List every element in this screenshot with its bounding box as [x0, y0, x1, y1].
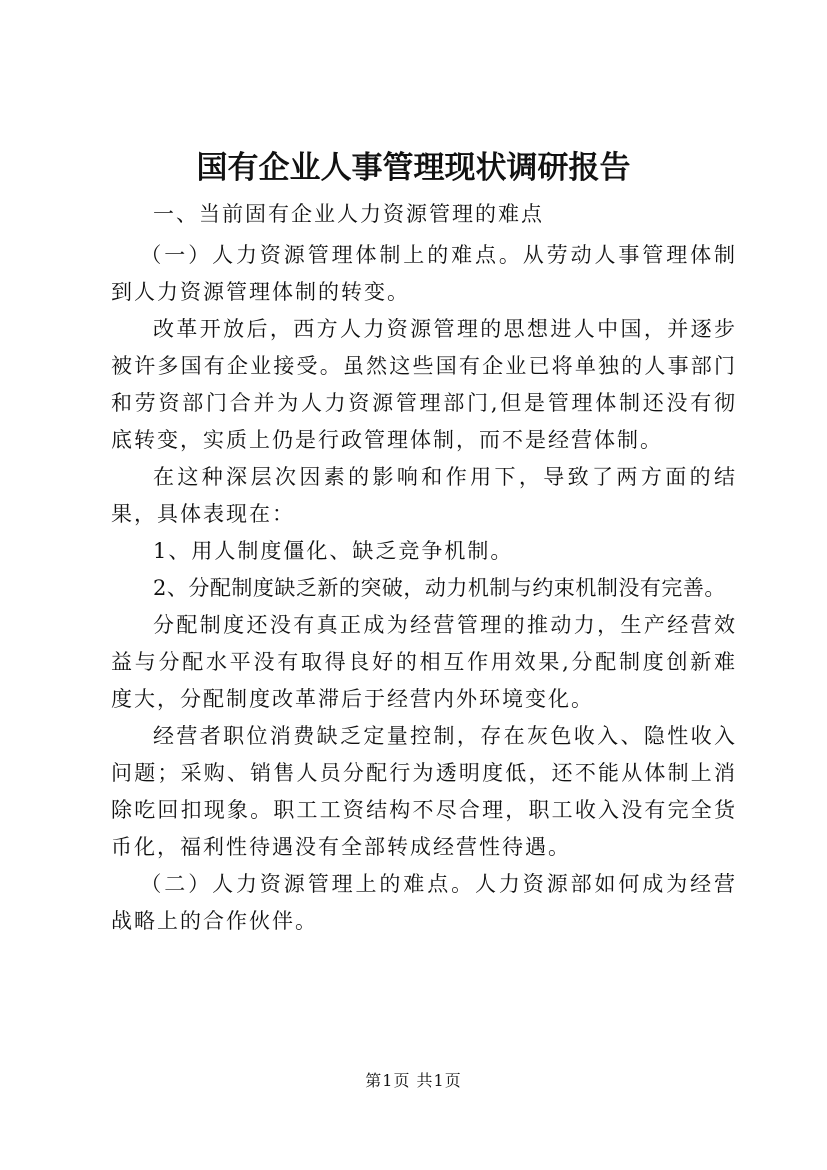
document-body — [111, 196, 737, 940]
list-item-1: 1、用人制度僵化、缺乏竞争机制。 — [153, 539, 514, 563]
document-title: 国有企业人事管理现状调研报告 — [196, 150, 631, 186]
list-item-2: 2、分配制度缺乏新的突破，动力机制与约束机制没有完善。 — [153, 576, 726, 600]
paragraph-reform: 改革开放后，西方人力资源管理的思想进人中国，并逐步被许多国有企业接受。虽然这些国有企业已将单独的人事部门和劳资部门合并为人力资源管理部门,但是管理体制还没有彻底转变，实质上仍是行政管理体制，而不是经营体制。 — [111, 317, 737, 452]
subsection-heading-2: （二）人力资源管理上的难点。人力资源部如何成为经营战略上的合作伙伴。 — [111, 872, 737, 933]
paragraph-results: 在这种深层次因素的影响和作用下，导致了两方面的结果，具体表现在： — [111, 465, 737, 526]
paragraph-operators: 经营者职位消费缺乏定量控制，存在灰色收入、隐性收入问题；采购、销售人员分配行为透明度低，还不能从体制上消除吃回扣现象。职工工资结构不尽合理，职工收入没有完全货币化，福利性待遇没有全部转成经营性待遇。 — [111, 724, 737, 859]
section-heading-1: 一、当前固有企业人力资源管理的难点 — [153, 202, 544, 226]
page-footer: 第1页 共1页 — [365, 1071, 462, 1090]
paragraph-distribution: 分配制度还没有真正成为经营管理的推动力，生产经营效益与分配水平没有取得良好的相互作用效果,分配制度创新难度大，分配制度改革滞后于经营内外环境变化。 — [111, 613, 737, 711]
subsection-heading-1: （一）人力资源管理体制上的难点。从劳动人事管理体制到人力资源管理体制的转变。 — [111, 243, 737, 304]
